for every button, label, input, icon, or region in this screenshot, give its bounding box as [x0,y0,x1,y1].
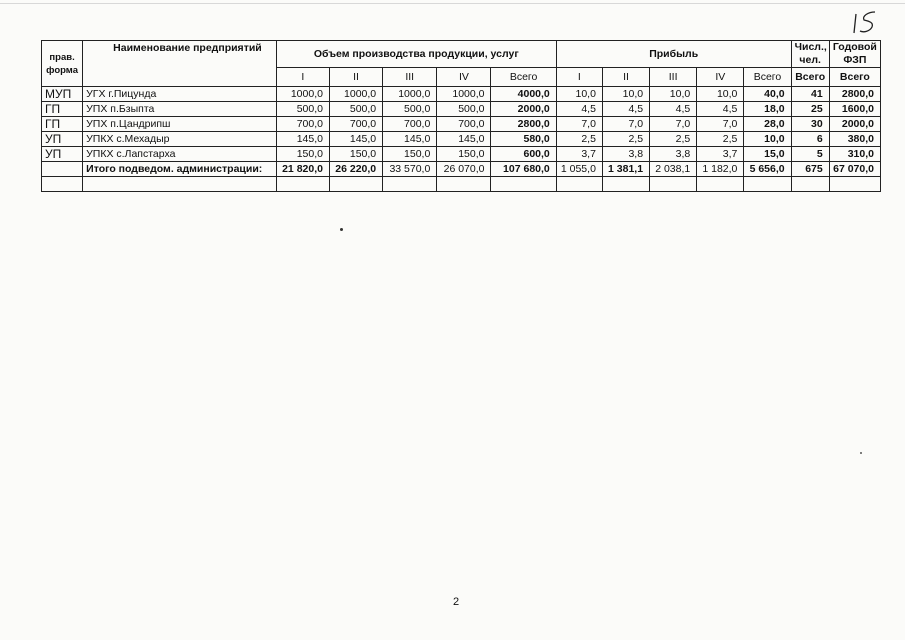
profit-q2: 7,0 [602,117,649,132]
empty-cell [744,177,791,192]
staff-total: 25 [791,102,829,117]
row-form: ГП [42,102,83,117]
total-profit-total: 5 656,0 [744,162,791,177]
fund-total: 310,0 [829,147,880,162]
fund-total-header: Всего [829,68,880,87]
table-row [42,117,881,132]
profit-q3: 4,5 [650,102,697,117]
volume-total-header: Всего [491,68,556,87]
fund-total: 1600,0 [829,102,880,117]
profit-q4: 3,7 [697,147,744,162]
profit-q4: 4,5 [697,102,744,117]
profit-q1: 2,5 [556,132,602,147]
table-row [42,147,881,162]
profit-total: 18,0 [744,102,791,117]
empty-cell [491,177,556,192]
profit-q3: 7,0 [650,117,697,132]
empty-cell [650,177,697,192]
empty-cell [556,177,602,192]
volume-q2: 700,0 [329,117,382,132]
volume-q4-header: IV [437,68,491,87]
scan-speck [340,228,343,231]
table-row [42,132,881,147]
profit-q1: 3,7 [556,147,602,162]
handwritten-page-number [848,6,888,36]
empty-cell [602,177,649,192]
volume-q1: 700,0 [276,117,329,132]
volume-q3-header: III [383,68,437,87]
col-name-header-label: Наименование предприятий [113,42,262,54]
total-label: Итого подведом. администрации: [83,162,277,177]
scan-edge-line [0,3,905,4]
volume-q4: 145,0 [437,132,491,147]
volume-q1: 145,0 [276,132,329,147]
volume-total: 4000,0 [491,87,556,102]
row-form: УП [42,147,83,162]
volume-q4: 1000,0 [437,87,491,102]
total-volume-q3: 33 570,0 [383,162,437,177]
profit-total: 15,0 [744,147,791,162]
volume-total: 2800,0 [491,117,556,132]
volume-q3: 145,0 [383,132,437,147]
staff-total: 41 [791,87,829,102]
empty-cell [329,177,382,192]
profit-q3: 3,8 [650,147,697,162]
volume-q2: 1000,0 [329,87,382,102]
col-staff-header: Числ., чел. [791,41,829,68]
col-form-header: прав. форма [42,41,83,87]
volume-q1-header: I [276,68,329,87]
col-profit-header: Прибыль [556,41,791,68]
total-fund: 67 070,0 [829,162,880,177]
volume-q3: 1000,0 [383,87,437,102]
profit-q3-header: III [650,68,697,87]
profit-q1: 4,5 [556,102,602,117]
col-volume-header: Объем производства продукции, услуг [276,41,556,68]
scan-speck [860,452,862,454]
table-row [42,102,881,117]
row-form: УП [42,132,83,147]
total-form [42,162,83,177]
total-volume-q4: 26 070,0 [437,162,491,177]
fund-total: 2000,0 [829,117,880,132]
empty-cell [276,177,329,192]
row-form: МУП [42,87,83,102]
volume-q1: 500,0 [276,102,329,117]
col-fund-header: Годовой ФЗП [829,41,880,68]
total-profit-q1: 1 055,0 [556,162,602,177]
row-name: УПХ п.Бзыпта [83,102,277,117]
volume-total: 600,0 [491,147,556,162]
col-name-header [83,41,277,87]
row-name: УПКХ с.Лапстарха [83,147,277,162]
profit-q4-header: IV [697,68,744,87]
empty-cell [437,177,491,192]
profit-q2: 10,0 [602,87,649,102]
profit-total: 28,0 [744,117,791,132]
volume-total: 580,0 [491,132,556,147]
empty-cell [83,177,277,192]
row-name: УГХ г.Пицунда [83,87,277,102]
volume-q3: 700,0 [383,117,437,132]
total-row [42,162,881,177]
volume-q2: 500,0 [329,102,382,117]
volume-q1: 1000,0 [276,87,329,102]
profit-q4: 2,5 [697,132,744,147]
profit-q2: 2,5 [602,132,649,147]
volume-total: 2000,0 [491,102,556,117]
profit-q2: 3,8 [602,147,649,162]
row-form: ГП [42,117,83,132]
empty-row [42,177,881,192]
staff-total: 6 [791,132,829,147]
page-number: 2 [453,596,460,608]
volume-q2-header: II [329,68,382,87]
total-volume-total: 107 680,0 [491,162,556,177]
table-row [42,87,881,102]
volume-q4: 500,0 [437,102,491,117]
header-row [42,41,881,68]
profit-q1: 10,0 [556,87,602,102]
profit-total: 10,0 [744,132,791,147]
total-staff: 675 [791,162,829,177]
volume-q3: 150,0 [383,147,437,162]
profit-q4: 10,0 [697,87,744,102]
empty-cell [697,177,744,192]
row-name: УПХ п.Цандрипш [83,117,277,132]
total-profit-q4: 1 182,0 [697,162,744,177]
fund-total: 380,0 [829,132,880,147]
volume-q4: 150,0 [437,147,491,162]
profit-total-header: Всего [744,68,791,87]
volume-q2: 150,0 [329,147,382,162]
enterprise-table [41,40,881,192]
staff-total-header: Всего [791,68,829,87]
staff-total: 5 [791,147,829,162]
total-profit-q3: 2 038,1 [650,162,697,177]
empty-cell [829,177,880,192]
row-name: УПКХ с.Мехадыр [83,132,277,147]
empty-cell [791,177,829,192]
total-profit-q2: 1 381,1 [602,162,649,177]
volume-q2: 145,0 [329,132,382,147]
profit-q2: 4,5 [602,102,649,117]
volume-q1: 150,0 [276,147,329,162]
volume-q4: 700,0 [437,117,491,132]
profit-q3: 10,0 [650,87,697,102]
staff-total: 30 [791,117,829,132]
total-volume-q1: 21 820,0 [276,162,329,177]
empty-cell [42,177,83,192]
profit-q1: 7,0 [556,117,602,132]
volume-q3: 500,0 [383,102,437,117]
profit-q1-header: I [556,68,602,87]
total-volume-q2: 26 220,0 [329,162,382,177]
profit-q2-header: II [602,68,649,87]
empty-cell [383,177,437,192]
profit-total: 40,0 [744,87,791,102]
profit-q3: 2,5 [650,132,697,147]
profit-q4: 7,0 [697,117,744,132]
fund-total: 2800,0 [829,87,880,102]
